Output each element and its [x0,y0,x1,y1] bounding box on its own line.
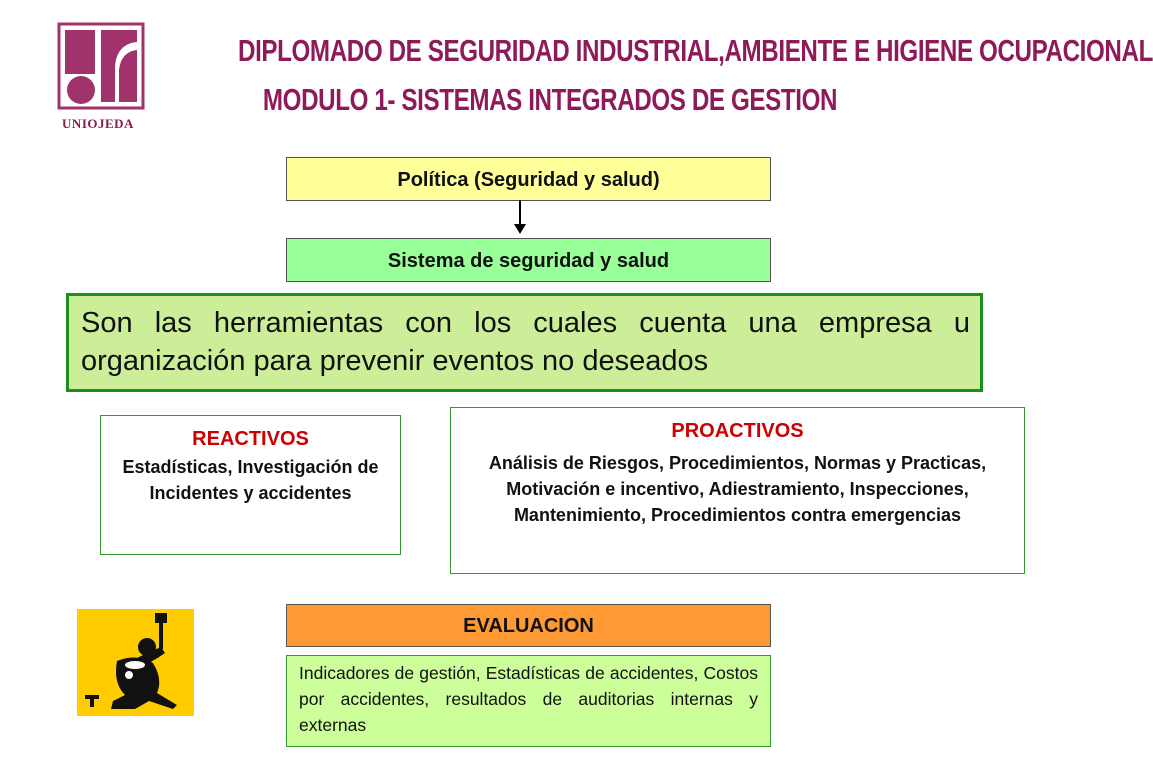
uniojeda-logo-icon [57,12,145,132]
politica-box: Política (Seguridad y salud) [286,157,771,201]
reactivos-body: Estadísticas, Investigación de Incidentes y accidentes [122,457,379,503]
header-title-line1: DIPLOMADO DE SEGURIDAD INDUSTRIAL,AMBIENTE E HIGIENE OCUPACIONAL [238,33,1153,68]
logo-label: UNIOJEDA [62,116,134,131]
reactivos-box [100,415,401,555]
evaluacion-box: EVALUACION [286,604,771,647]
evaluacion-body: Indicadores de gestión, Estadísticas de accidentes, Costos por accidentes, resultados de auditorias internas y externas [286,655,771,747]
definition-box: Son las herramientas con los cuales cuenta una empresa u organización para prevenir eventos no deseados [66,293,983,392]
reactivos-heading: REACTIVOS [192,428,309,450]
sistema-box: Sistema de seguridad y salud [286,238,771,282]
construction-worker-icon [77,609,194,716]
proactivos-heading: PROACTIVOS [671,420,804,442]
header-title-line2: MODULO 1- SISTEMAS INTEGRADOS DE GESTION [262,82,838,117]
proactivos-box [450,407,1025,574]
proactivos-body: Análisis de Riesgos, Procedimientos, Normas y Practicas, Motivación e incentivo, Adiestramiento, Inspecciones, Mantenimiento, Procedimientos contra emergencias [488,453,987,525]
down-arrow-icon [510,200,530,236]
